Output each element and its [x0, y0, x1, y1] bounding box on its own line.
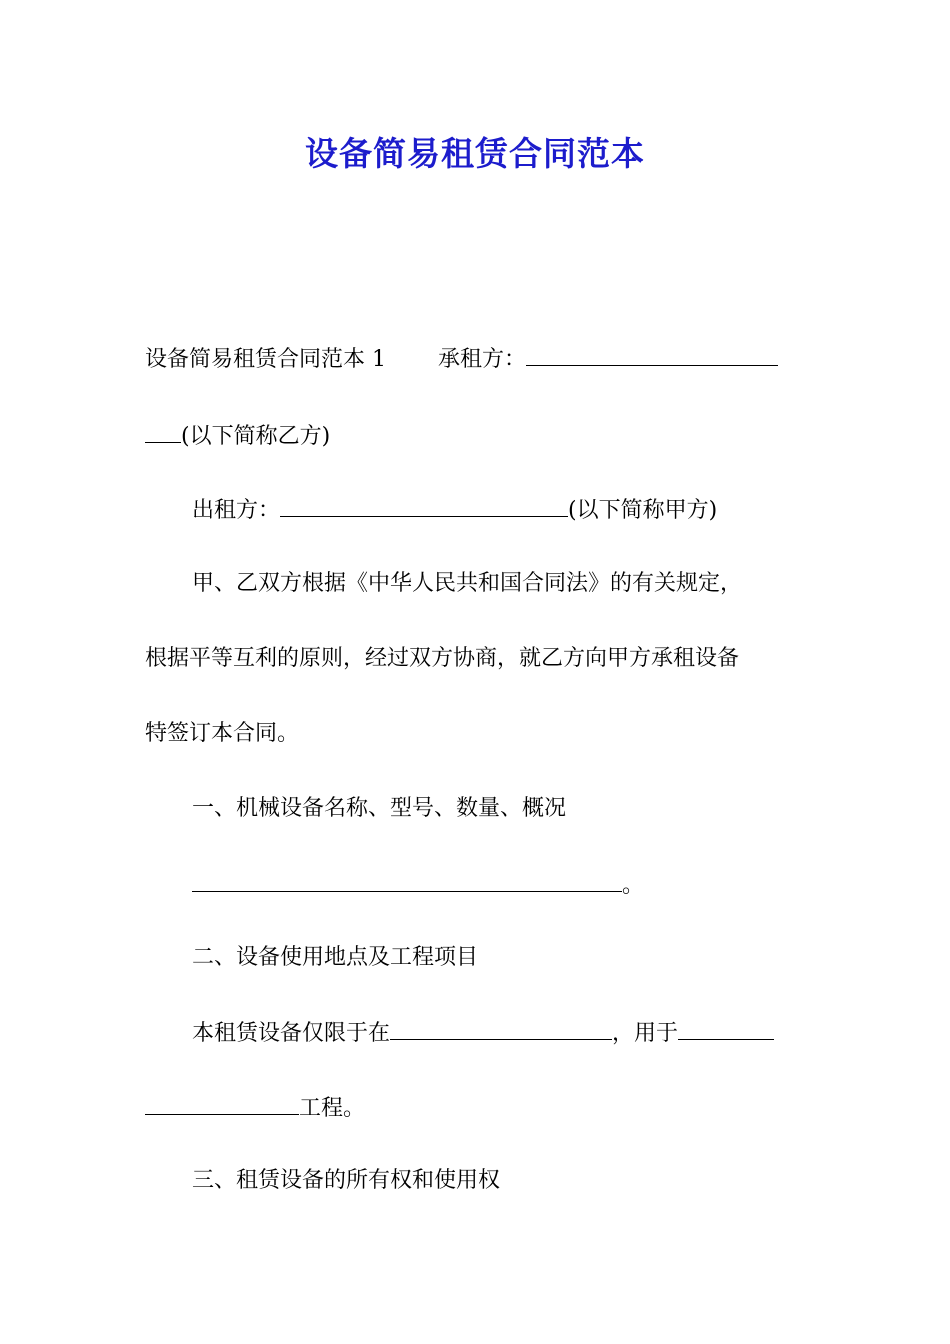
location-label: 本租赁设备仅限于在 [192, 1021, 391, 1046]
line-1 [145, 343, 778, 375]
lessee-blank-cont [145, 420, 181, 443]
project-blank-cont [145, 1092, 299, 1115]
line-2 [145, 420, 330, 452]
section-2-heading: 二、设备使用地点及工程项目 [192, 945, 479, 970]
equipment-blank [192, 869, 622, 892]
section-2-line-b [145, 1092, 365, 1124]
lessor-label: 出租方： [192, 498, 281, 523]
document-title: 设备简易租赁合同范本 [305, 134, 645, 173]
paragraph-line-a: 甲、乙双方根据《中华人民共和国合同法》的有关规定， [192, 571, 743, 596]
paragraph-line-c: 特签订本合同。 [145, 721, 300, 746]
lessee-label: 承租方： [438, 347, 527, 372]
lessee-alias: (以下简称乙方) [181, 424, 331, 449]
section-1-blank-line [192, 869, 644, 901]
section-2-line-a [192, 1017, 774, 1049]
section-1-period: 。 [622, 873, 645, 898]
paragraph-line-b: 根据平等互利的原则，经过双方协商，就乙方向甲方承租设备 [145, 646, 740, 671]
lessee-blank [526, 343, 778, 366]
line-3 [192, 494, 717, 526]
project-blank [678, 1017, 774, 1040]
lessor-blank [280, 494, 568, 517]
section-1-heading: 一、机械设备名称、型号、数量、概况 [192, 796, 567, 821]
location-blank [390, 1017, 612, 1040]
project-suffix: 工程。 [299, 1096, 366, 1121]
section-3-heading: 三、租赁设备的所有权和使用权 [192, 1168, 501, 1193]
lessor-alias: (以下简称甲方) [568, 498, 718, 523]
project-label: ，用于 [612, 1021, 679, 1046]
contract-heading: 设备简易租赁合同范本 1 [145, 347, 386, 372]
